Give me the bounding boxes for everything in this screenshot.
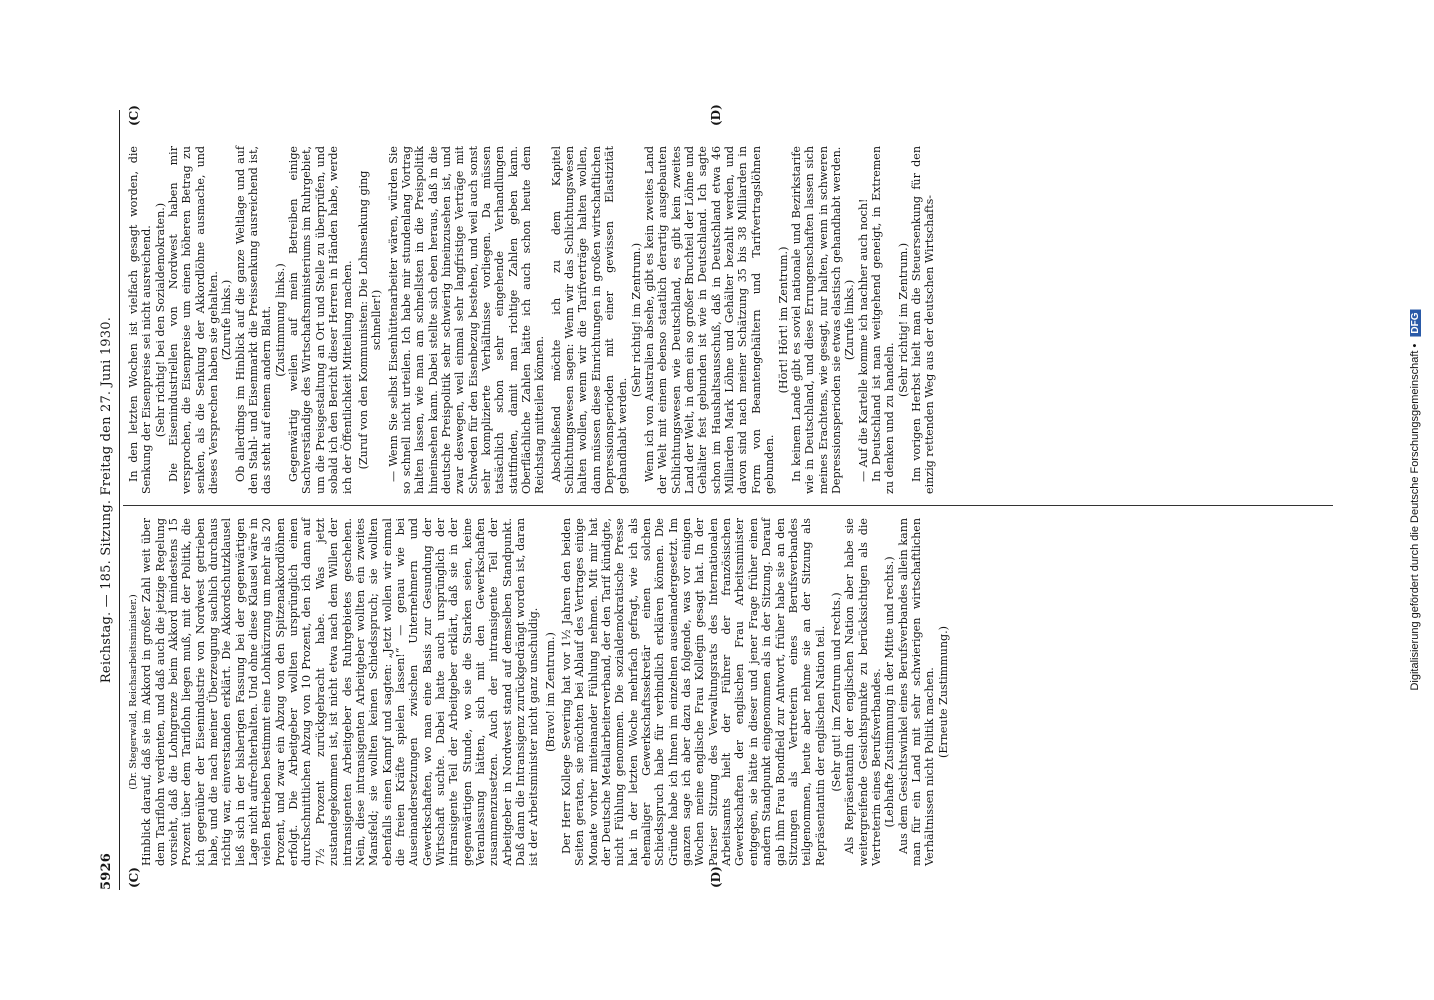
margin-mark-d-right: (D) — [709, 104, 723, 126]
margin-mark-c-right: (C) — [127, 105, 141, 126]
paragraph: Ob allerdings im Hinblick auf die ganze Weltlage und auf den Stahl- und Eisenmarkt die Preissenkung ausreichend ist, das steht auf einem andern Blatt. — [233, 146, 274, 494]
session-title: Reichstag. — 185. Sitzung. Freitag den 27. Juni 1930. — [99, 316, 114, 684]
paragraph: Als Repräsentantin der englischen Nation aber habe sie weitergreifende Gesichtspunkte zu berücksichtigen als die Vertreterin eines Berufsverbandes. — [843, 518, 883, 866]
page-header — [97, 110, 119, 890]
interjection: (Lebhafte Zustimmung in der Mitte und rechts.) — [883, 556, 897, 828]
paragraph: Wenn ich von Australien absehe, gibt es kein zweites Land der Welt mit einem ebenso staatlich derartig ausgebauten Schlichtungswesen wie Deutschland, es gibt kein zweites Land der Welt, in dem ein so großer Bruchteil der Löhne und Gehälter fest gebunden ist wie in Deutschland. Ich sagte schon im Haushaltsausschuß, daß in Deutschland etwa 46 Milliarden Mark Löhne und Gehälter bezahlt werden, und davon sind nach meiner Schätzung 35 bis 38 Milliarden in Form von Beamtengehältern und Tarifvertragslöhnen gebunden. — [643, 146, 777, 494]
header-rule — [119, 110, 120, 890]
paragraph: Gegenwärtig weilen auf mein Betreiben einige Sachverständige des Wirtschaftsministeriums im Ruhrgebiet, um die Preisgestaltung an Ort und Stelle zu überprüfen, und sobald ich den Bericht dieser Herren in Händen habe, werde ich der Öffentlichkeit Mitteilung machen. — [287, 146, 354, 494]
margin-mark-c-left: (C) — [127, 867, 141, 888]
paragraph: In keinem Lande gibt es soviel nationale und Bezirkstarife wie in Deutschland, und diese Errungenschaften lassen sich meines Erachtens, wie gesagt, nur halten, wenn in schweren Depressionsperioden sie etwas elastisch gehandhabt werden. — [789, 146, 843, 494]
paragraph: Die Eisenindustriellen von Nordwest haben mir versprochen, die Eisenpreise um einen höheren Betrag zu senken, als die Senkung der Akkordlöhne ausmache, und dieses Versprechen haben sie gehalten. — [167, 146, 221, 494]
interjection: (Sehr richtig! im Zentrum.) — [896, 242, 910, 398]
paragraph: Hinblick darauf, daß sie im Akkord in großer Zahl weit über dem Tariflohn verdienten, und daß auch die jetzige Regelung vorsieht, daß die Lohngrenze beim Akkord mindestens 15 Prozent über dem Tariflohn liegen muß, mit der Politik, die ich gegenüber der Eisenindustrie von Nordwest getrieben habe, und die nach meiner Überzeugung sachlich durchaus richtig war, einverstanden erklärt. Die Akkordschutzklausel ließ sich in der bisherigen Fassung bei der gegenwärtigen Lage nicht aufrechterhalten. Und ohne diese Klausel wäre in vielen Betrieben bestimmt eine Lohnkürzung um mehr als 20 Prozent, und zwar ein Abzug von den Spitzenakkordlöhnen erfolgt. Die Arbeitgeber wollten ursprünglich einen durchschnittlichen Abzug von 10 Prozent, den ich dann auf 7½ Prozent zurückgebracht habe. Was jetzt zustandegekommen ist, ist nicht etwa nach dem Willen der intransigenten Arbeitgeber des Ruhrgebietes geschehen. Nein, diese intransigenten Arbeitgeber wollten ein zweites Mansfeld; sie wollten keinen Schiedsspruch; sie wollten ebenfalls einen Kampf und sagten: „Jetzt wollen wir einmal die freien Kräfte spielen lassen!“ — genau wie bei Auseinandersetzungen zwischen Unternehmern und Gewerkschaften, wo man eine Basis zur Gesundung der Wirtschaft suchte. Dabei hatte auch ursprünglich der intransigente Teil der Arbeitgeber erklärt, daß sie in der gegenwärtigen Stunde, wo sie die Starken seien, keine Veranlassung hätten, sich mit den Gewerkschaften zusammenzusetzen. Auch der intransigente Teil der Arbeitgeber in Nordwest stand auf demselben Standpunkt. Daß dann die Intransigenz zurückgedrängt worden ist, daran ist der Arbeitsminister nicht ganz unschuldig. — [140, 518, 541, 866]
interjection: (Bravo! im Zentrum.) — [543, 632, 557, 752]
page-number: 5926 — [99, 853, 114, 890]
interjection: (Erneute Zustimmung.) — [936, 626, 950, 758]
paragraph: Im vorigen Herbst hielt man die Steuersenkung für den einzig rettenden Weg aus der deutschen Wirtschafts- — [909, 146, 937, 494]
dfg-logo-icon: DFG — [1410, 309, 1421, 336]
interjection: (Zurufe links.) — [220, 279, 234, 361]
credit-text: Digitalisierung gefördert durch die Deutsche Forschungsgemeinschaft • — [1409, 343, 1421, 691]
interjection: (Sehr richtig! im Zentrum.) — [629, 242, 643, 398]
left-column — [127, 518, 950, 866]
paragraph: Aus dem Gesichtswinkel eines Berufsverbandes allein kann man für ein Land mit sehr schwierigen wirtschaftlichen Verhältnissen nicht Politik machen. — [896, 518, 937, 866]
paragraph: Abschließend möchte ich zu dem Kapitel Schlichtungswesen sagen: Wenn wir das Schlichtungswesen halten wollen, wenn wir die Tarifverträge halten wollen, dann müssen diese Einrichtungen in großen wirtschaftlichen Depressionsperioden mit einer gewissen Elastizität gehandhabt werden. — [549, 146, 630, 494]
interjection: (Zurufe links.) — [843, 279, 857, 361]
interjection: (Zustimmung links.) — [273, 263, 287, 377]
speaker-line: (Dr. Stegerwald, Reichsarbeitsminister.) — [128, 594, 139, 790]
paragraph: In Deutschland ist man weitgehend geneigt, in Extremen zu denken und zu handeln. — [869, 146, 897, 494]
right-column — [127, 146, 937, 494]
interjection: (Hört! Hört! im Zentrum.) — [776, 246, 790, 394]
interjection: (Sehr richtig! bei den Sozialdemokraten.) — [153, 202, 167, 438]
paragraph: — Wenn Sie selbst Eisenhüttenarbeiter wären, würden Sie so schnell nicht urteilen. Ich habe mir stundenlang Vortrag halten lassen, wie man am schnellsten in die Preispolitik hineinsehen kann. Dabei stellte sich eben heraus, daß in die deutsche Preispolitik sehr schwierig hineinzusehen ist, und zwar deswegen, weil einmal sehr langfristige Verträge mit Schweden für den Eisenbezug bestehen, und weil auch sonst sehr komplizierte Verhältnisse vorliegen. Da müssen tatsächlich schon sehr eingehende Verhandlungen stattfinden, damit man richtige Zahlen geben kann. Oberflächliche Zahlen hätte ich auch schon heute dem Reichstag mitteilen können. — [386, 146, 547, 494]
digitization-credit — [1409, 309, 1421, 690]
column-divider — [123, 505, 1333, 506]
margin-mark-d-left: (D) — [709, 866, 723, 888]
paragraph: Der Herr Kollege Severing hat vor 1½ Jahren den beiden Seiten geraten, sie möchten bei Ablauf des Vertrages einige Monate vorher miteinander Fühlung nehmen. Mit mir hat der Deutsche Metallarbeiterverband, der den Tarif kündigte, nicht Fühlung genommen. Die sozialdemokratische Presse hat in der letzten Woche mehrfach gefragt, wie ich als ehemaliger Gewerkschaftssekretär einen solchen Schiedsspruch habe für verbindlich erklären können. Die Gründe habe ich Ihnen im einzelnen auseinandergesetzt. Im ganzen sage ich aber dazu das folgende, was vor einigen Wochen meine englische Frau Kollegin gesagt hat. In der Pariser Sitzung des Verwaltungsrats des Internationalen Arbeitsamts hielt der Führer der französischen Gewerkschaften der englischen Frau Arbeitsminister entgegen, sie hätte in dieser und jener Frage früher einen andern Standpunkt eingenommen als in der Sitzung. Darauf gab ihm Frau Bondfield zur Antwort, früher habe sie an den Sitzungen als Vertreterin eines Berufsverbandes teilgenommen, heute aber nehme sie an der Sitzung als Repräsentantin der englischen Nation teil. — [560, 518, 827, 866]
interjection: (Zuruf von den Kommunisten: Die Lohnsenkung ging schneller!) — [356, 170, 384, 470]
paragraph: — Auf die Kartelle komme ich nachher auch noch! — [856, 198, 870, 482]
paragraph: In den letzten Wochen ist vielfach gesagt worden, die Senkung der Eisenpreise sei nicht ausreichend. — [127, 146, 154, 494]
interjection: (Sehr gut! im Zentrum und rechts.) — [829, 592, 843, 792]
newspaper-page — [97, 104, 1337, 890]
